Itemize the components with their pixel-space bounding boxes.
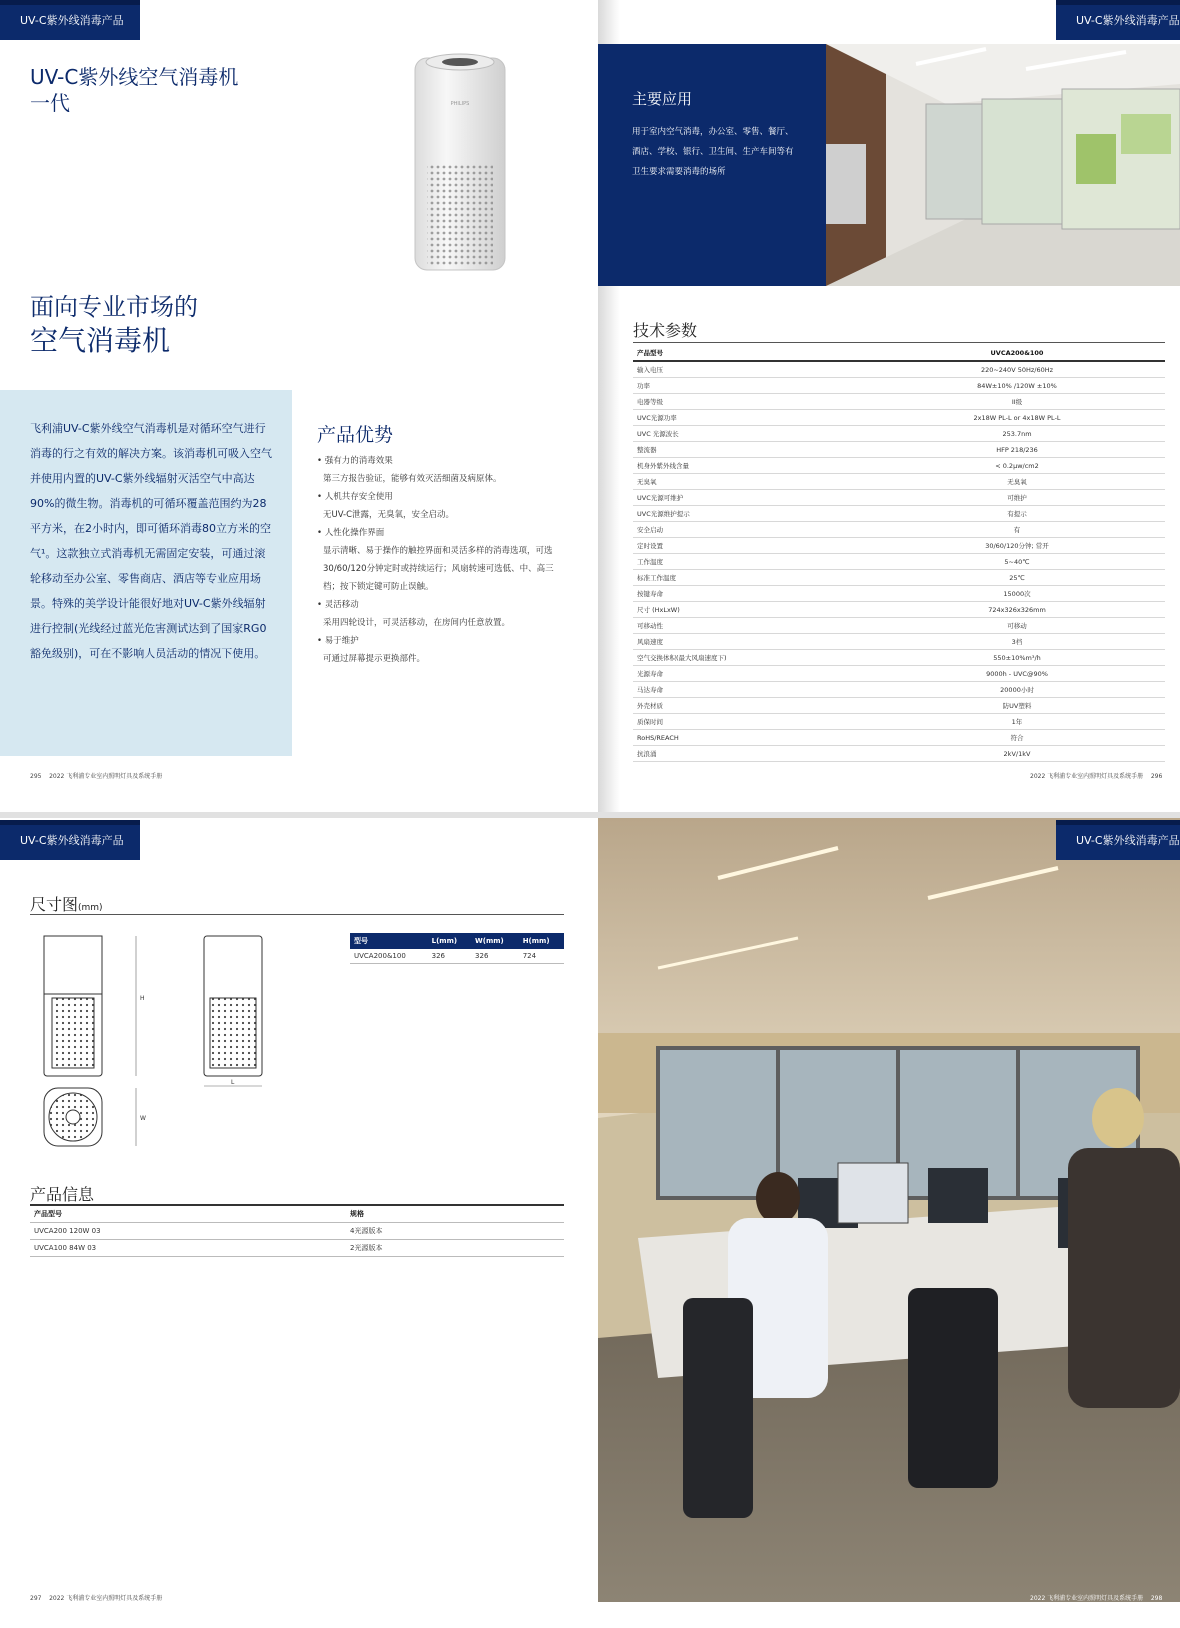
table-row: 整流器 HFP 218/236 bbox=[633, 442, 1165, 458]
section-tag bbox=[0, 820, 140, 860]
table-row: 质保时间 1年 bbox=[633, 714, 1165, 730]
spec-key: 产品型号 bbox=[633, 345, 869, 361]
section-tag-label: UV-C紫外线消毒产品 bbox=[20, 14, 124, 27]
device-brand-text: PHILIPS bbox=[450, 101, 470, 107]
section-tag-label: UV-C紫外线消毒产品 bbox=[1076, 834, 1180, 847]
spec-value: UVCA200&100 bbox=[869, 345, 1165, 361]
table-row: UVC光源可维护 可维护 bbox=[633, 490, 1165, 506]
table-row: 风扇速度 3档 bbox=[633, 634, 1165, 650]
section-tag-label: UV-C紫外线消毒产品 bbox=[1076, 14, 1180, 27]
product-info-table bbox=[30, 1204, 564, 1257]
subtitle: 面向专业市场的 空气消毒机 bbox=[30, 293, 198, 357]
table-row: UVCA200&100 326 326 724 bbox=[350, 949, 564, 964]
table-row: 安全启动 有 bbox=[633, 522, 1165, 538]
table-row: UVC 光源波长 253.7nm bbox=[633, 426, 1165, 442]
advantage-desc: 显示清晰、易于操作的触控界面和灵活多样的消毒选项，可选30/60/120分钟定时或持续运行；风扇转速可选低、中、高三档；按下锁定键可防止误触。 bbox=[323, 546, 554, 592]
advantage-desc: 无UV-C泄露，无臭氧，安全启动。 bbox=[323, 510, 455, 520]
advantage-item: • 人机共存安全使用 bbox=[317, 492, 393, 502]
table-row: 工作温度 5~40℃ bbox=[633, 554, 1165, 570]
product-title: UV-C紫外线空气消毒机 一代 bbox=[30, 65, 239, 115]
table-row: RoHS/REACH 符合 bbox=[633, 730, 1165, 746]
dimension-title: 尺寸图(mm) bbox=[30, 895, 103, 914]
advantage-desc: 采用四轮设计，可灵活移动，在房间内任意放置。 bbox=[323, 618, 511, 628]
table-row: UVC光源维护提示 有提示 bbox=[633, 506, 1165, 522]
advantage-item: • 强有力的消毒效果 bbox=[317, 456, 393, 466]
specs-head-row bbox=[633, 345, 1165, 361]
table-row: 定时设置 30/60/120分钟; 常开 bbox=[633, 538, 1165, 554]
section-tag-label: UV-C紫外线消毒产品 bbox=[20, 834, 124, 847]
page-footer: 2022 飞利浦专业室内照明灯具及系统手册 296 bbox=[1030, 773, 1163, 780]
table-row: 无臭氧 无臭氧 bbox=[633, 474, 1165, 490]
dimension-drawing bbox=[36, 930, 276, 1155]
table-row: 光源寿命 9000h - UVC@90% bbox=[633, 666, 1165, 682]
table-row: 输入电压 220~240V 50Hz/60Hz bbox=[633, 361, 1165, 378]
specs-table bbox=[633, 345, 1165, 762]
table-row: 电器等级 II级 bbox=[633, 394, 1165, 410]
advantage-desc: 第三方报告验证，能够有效灭活细菌及病原体。 bbox=[323, 474, 502, 484]
dimension-table-head: 型号 L(mm) W(mm) H(mm) bbox=[350, 933, 564, 949]
table-row: 功率 84W±10% /120W ±10% bbox=[633, 378, 1165, 394]
product-info-title: 产品信息 bbox=[30, 1185, 95, 1204]
table-row: UVCA200 120W 03 4光源版本 bbox=[30, 1223, 564, 1240]
office-workspace-photo bbox=[598, 818, 1180, 1602]
section-tag bbox=[0, 0, 140, 40]
dim-label-h: H bbox=[140, 995, 145, 1002]
dim-label-l: L bbox=[231, 1079, 235, 1086]
specs-title-rule bbox=[633, 342, 1165, 343]
advantage-item: • 易于维护 bbox=[317, 636, 359, 646]
specs-title: 技术参数 bbox=[633, 321, 698, 340]
product-info-head: 产品型号 规格 bbox=[30, 1205, 564, 1223]
office-corridor-photo bbox=[826, 44, 1180, 286]
page-footer: 2022 飞利浦专业室内照明灯具及系统手册 298 bbox=[1030, 1595, 1163, 1602]
section-tag bbox=[1056, 0, 1180, 40]
table-row: 机身外紫外线含量 < 0.2μw/cm2 bbox=[633, 458, 1165, 474]
intro-text: 飞利浦UV-C紫外线空气消毒机是对循环空气进行消毒的行之有效的解决方案。该消毒机可吸入空气并使用内置的UV-C紫外线辐射灭活空气中高达90%的微生物。消毒机的可循环覆盖范围约为28平方米，在2小时内，即可循环消毒80立方米的空气¹。这款独立式消毒机无需固定安装，可通过滚轮移动至办公室、零售商店、酒店等专业应用场景。特殊的美学设计能很好地对UV-C紫外线辐射进行控制(光线经过蓝光危害测试达到了国家RG0豁免级别)，可在不影响人员活动的情况下使用。 bbox=[30, 422, 272, 660]
advantages-title: 产品优势 bbox=[317, 424, 394, 446]
intro-panel bbox=[0, 390, 292, 756]
advantage-item: • 人性化操作界面 bbox=[317, 528, 385, 538]
advantages-list bbox=[317, 452, 567, 668]
table-row: 空气交换体积(最大风扇速度下) 550±10%m³/h bbox=[633, 650, 1165, 666]
advantage-desc: 可通过屏幕提示更换部件。 bbox=[323, 654, 426, 664]
table-row: 标准工作温度 25℃ bbox=[633, 570, 1165, 586]
application-title: 主要应用 bbox=[632, 90, 693, 108]
table-row: 抗浪涌 2kV/1kV bbox=[633, 746, 1165, 762]
page-footer: 297 2022 飞利浦专业室内照明灯具及系统手册 bbox=[30, 1595, 163, 1602]
air-disinfector-image bbox=[405, 50, 515, 278]
application-text: 用于室内空气消毒，办公室、零售、餐厅、酒店、学校、银行、卫生间、生产车间等有卫生要求需要消毒的场所 bbox=[632, 127, 794, 177]
page-footer: 295 2022 飞利浦专业室内照明灯具及系统手册 bbox=[30, 773, 163, 780]
table-row: UVCA100 84W 03 2光源版本 bbox=[30, 1240, 564, 1257]
table-row: 外壳材质 防UV塑料 bbox=[633, 698, 1165, 714]
table-row: UVC光源功率 2x18W PL-L or 4x18W PL-L bbox=[633, 410, 1165, 426]
table-row: 马达寿命 20000小时 bbox=[633, 682, 1165, 698]
dimension-table bbox=[350, 933, 564, 964]
application-panel bbox=[598, 44, 826, 286]
table-row: 可移动性 可移动 bbox=[633, 618, 1165, 634]
advantage-item: • 灵活移动 bbox=[317, 600, 359, 610]
dimension-title-rule bbox=[30, 914, 564, 915]
dim-label-w: W bbox=[140, 1115, 146, 1122]
table-row: 按键寿命 15000次 bbox=[633, 586, 1165, 602]
table-row: 尺寸 (HxLxW) 724x326x326mm bbox=[633, 602, 1165, 618]
section-tag bbox=[1056, 820, 1180, 860]
